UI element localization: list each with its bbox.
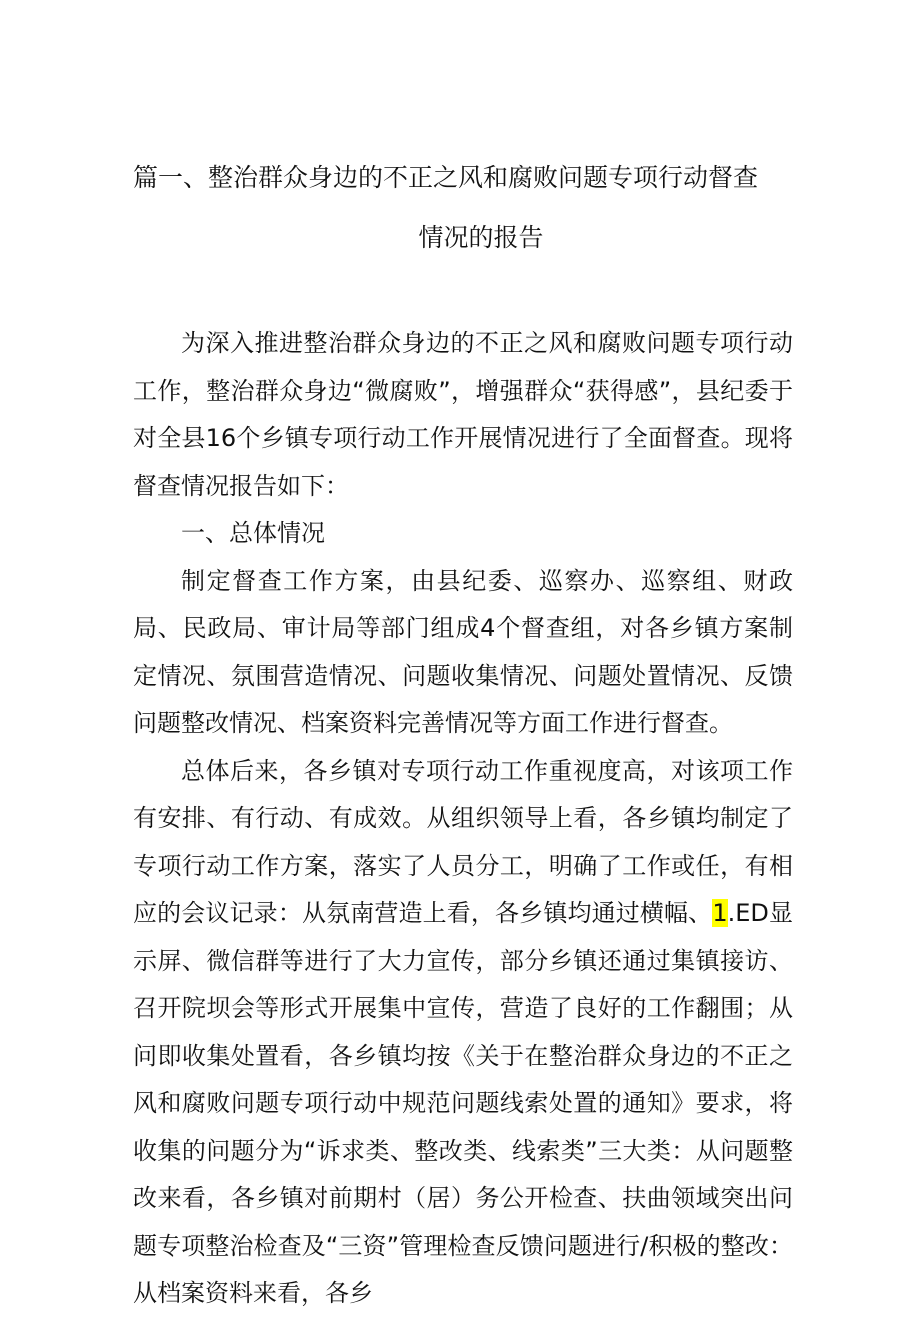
document-body: [133, 320, 793, 1318]
paragraph-overall-part1: 总体后来，各乡镇对专项行动工作重视度高，对该项工作有安排、有行动、有成效。从组织领导上看，各乡镇均制定了专项行动工作方案，落实了人员分工，明确了工作或任，有相应的会议记录：从氛南营造上看，各乡镇均通过横幅、: [133, 756, 793, 927]
highlighted-text: 1: [712, 899, 728, 927]
paragraph-intro: 为深入推进整治群众身边的不正之风和腐败问题专项行动工作，整治群众身边“微腐败”，增强群众“获得感”，县纪委于对全县16个乡镇专项行动工作开展情况进行了全面督查。现将督查情况报告如下：: [133, 329, 793, 500]
paragraph-plan: 制定督查工作方案，由县纪委、巡察办、巡察组、财政局、民政局、审计局等部门组成4个督查组，对各乡镇方案制定情况、氛围营造情况、问题收集情况、问题处置情况、反馈问题整改情况、档案资料完善情况等方面工作进行督查。: [133, 566, 793, 737]
document-title: 篇一、整治群众身边的不正之风和腐败问题专项行动督查: [133, 163, 759, 192]
paragraph-overall: [133, 748, 793, 1318]
section-heading: 一、总体情况: [181, 519, 325, 547]
paragraph-overall-part2: .ED显示屏、微信群等进行了大力宣传，部分乡镇还通过集镇接访、召开院坝会等形式开展集中宣传，营造了良好的工作翻围；从问即收集处置看，各乡镇均按《关于在整治群众身边的不正之风和腐败问题专项行动中规范问题线索处置的通知》要求，将收集的问题分为“诉求类、整改类、线索类”三大类：从问题整改来看，各乡镇对前期村（居）务公开检查、扶曲领域突出问题专项整治检查及“三资”管理检查反馈问题进行/积极的整改：从档案资料来看，各乡: [133, 899, 794, 1307]
document-title-continuation: 情况的报告: [418, 223, 544, 252]
